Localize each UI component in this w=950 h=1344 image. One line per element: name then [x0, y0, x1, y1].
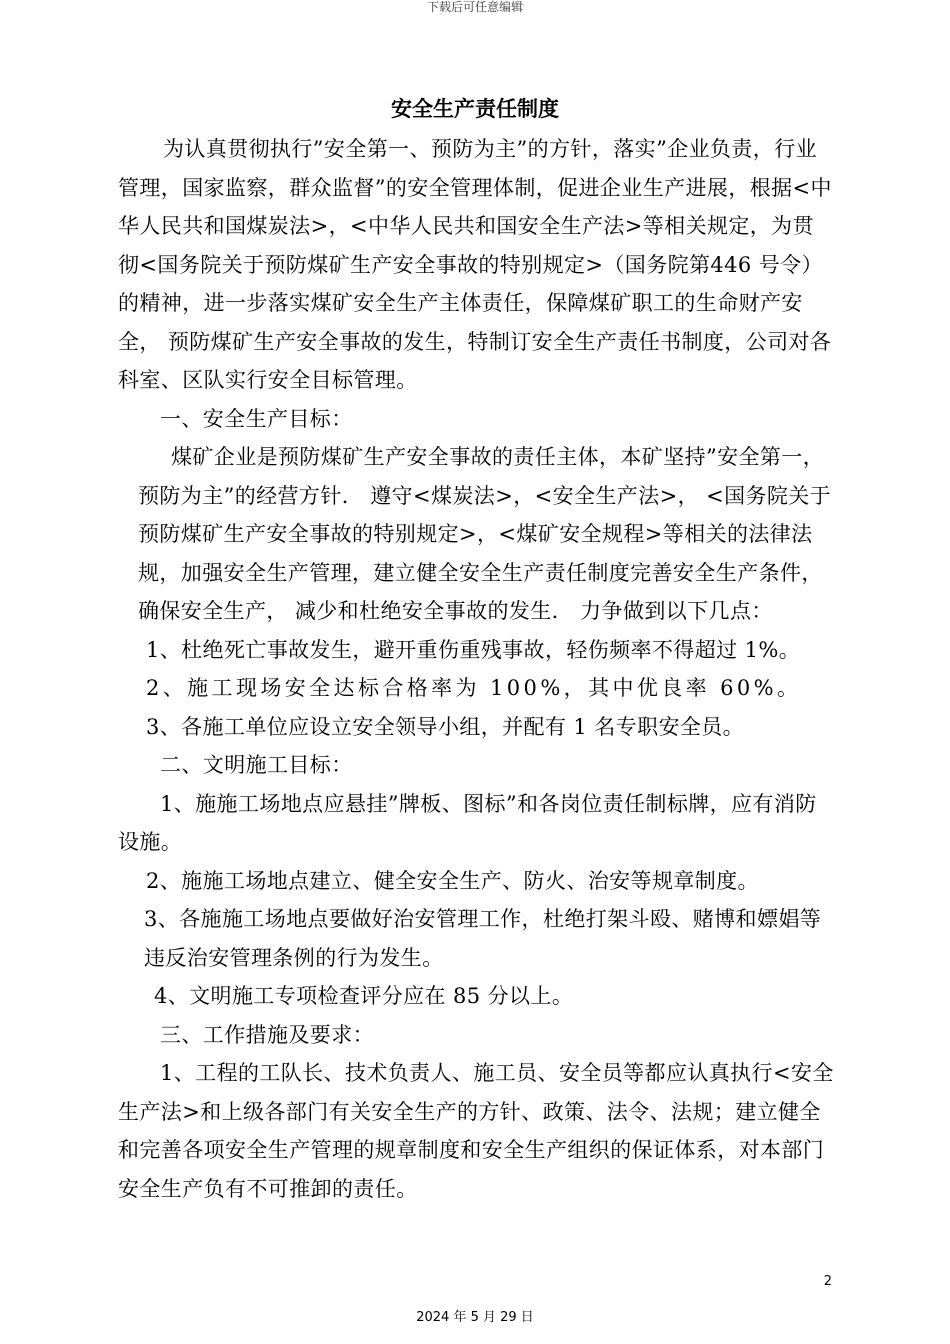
section-heading-work-measures: 三、工作措施及要求：	[160, 1022, 374, 1047]
intro-paragraph: 为认真贯彻执行”安全第一、预防为主”的方针，落实”企业负责，行业管理，国家监察，群众监督”的安全管理体制，促进企业生产进展，根据<中华人民共和国煤炭法>，<中华人民共和国安全生产法>等相关规定，为贯彻<国务院关于预防煤矿生产安全事故的特别规定>（国务院第446 号令）的精神，进一步落实煤矿安全生产主体责任，保障煤矿职工的生命财产安全， 预防煤矿生产安全事故的发生，特制订安全生产责任书制度，公司对各科室、区队实行安全目标管理。	[118, 137, 832, 392]
section-heading-safety-goals: 一、安全生产目标：	[160, 406, 353, 431]
safety-goal-item: 3、各施工单位应设立安全领导小组，并配有 1 名专职安全员。	[146, 714, 745, 739]
page-number: 2	[823, 1274, 832, 1289]
civilized-construction-item: 4、文明施工专项检查评分应在 85 分以上。	[154, 984, 574, 1008]
safety-goal-item: 1、杜绝死亡事故发生，避开重伤重残事故，轻伤频率不得超过 1%。	[146, 637, 801, 662]
document-body	[118, 130, 834, 1208]
civilized-construction-item: 3、各施施工场地点要做好治安管理工作，杜绝打架斗殴、赌博和嫖娼等违反治安管理条例的行为发生。	[144, 907, 822, 970]
safety-goals-paragraph: 煤矿企业是预防煤矿生产安全事故的责任主体，本矿坚持”安全第一，预防为主”的经营方针． 遵守<煤炭法>，<安全生产法>， <国务院关于预防煤矿生产安全事故的特别规定>，<煤矿安全规程>等相关的法律法规，加强安全生产管理，建立健全安全生产责任制度完善安全生产条件，确保安全生产， 减少和杜绝安全事故的发生． 力争做到以下几点：	[138, 445, 832, 623]
civilized-construction-item: 2、施施工场地点建立、健全安全生产、防火、治安等规章制度。	[146, 868, 759, 893]
civilized-construction-item: 1、施施工场地点应悬挂”牌板、图标”和各岗位责任制标牌，应有消防设施。	[118, 791, 817, 854]
footer-date: 2024 年 5 月 29 日	[416, 1310, 534, 1325]
safety-goal-item: 2、施工现场安全达标合格率为 100%，其中优良率 60%。	[146, 676, 802, 700]
section-heading-civilized-construction: 二、文明施工目标：	[160, 753, 353, 777]
document-title: 安全生产责任制度	[391, 97, 559, 121]
header-note: 下载后可任意编辑	[426, 0, 523, 14]
work-measure-item: 1、工程的工队长、技术负责人、施工员、安全员等都应认真执行<安全生产法>和上级各部门有关安全生产的方针、政策、法令、法规；建立健全和完善各项安全生产管理的规章制度和安全生产组织的保证体系，对本部门安全生产负有不可推卸的责任。	[118, 1061, 834, 1201]
